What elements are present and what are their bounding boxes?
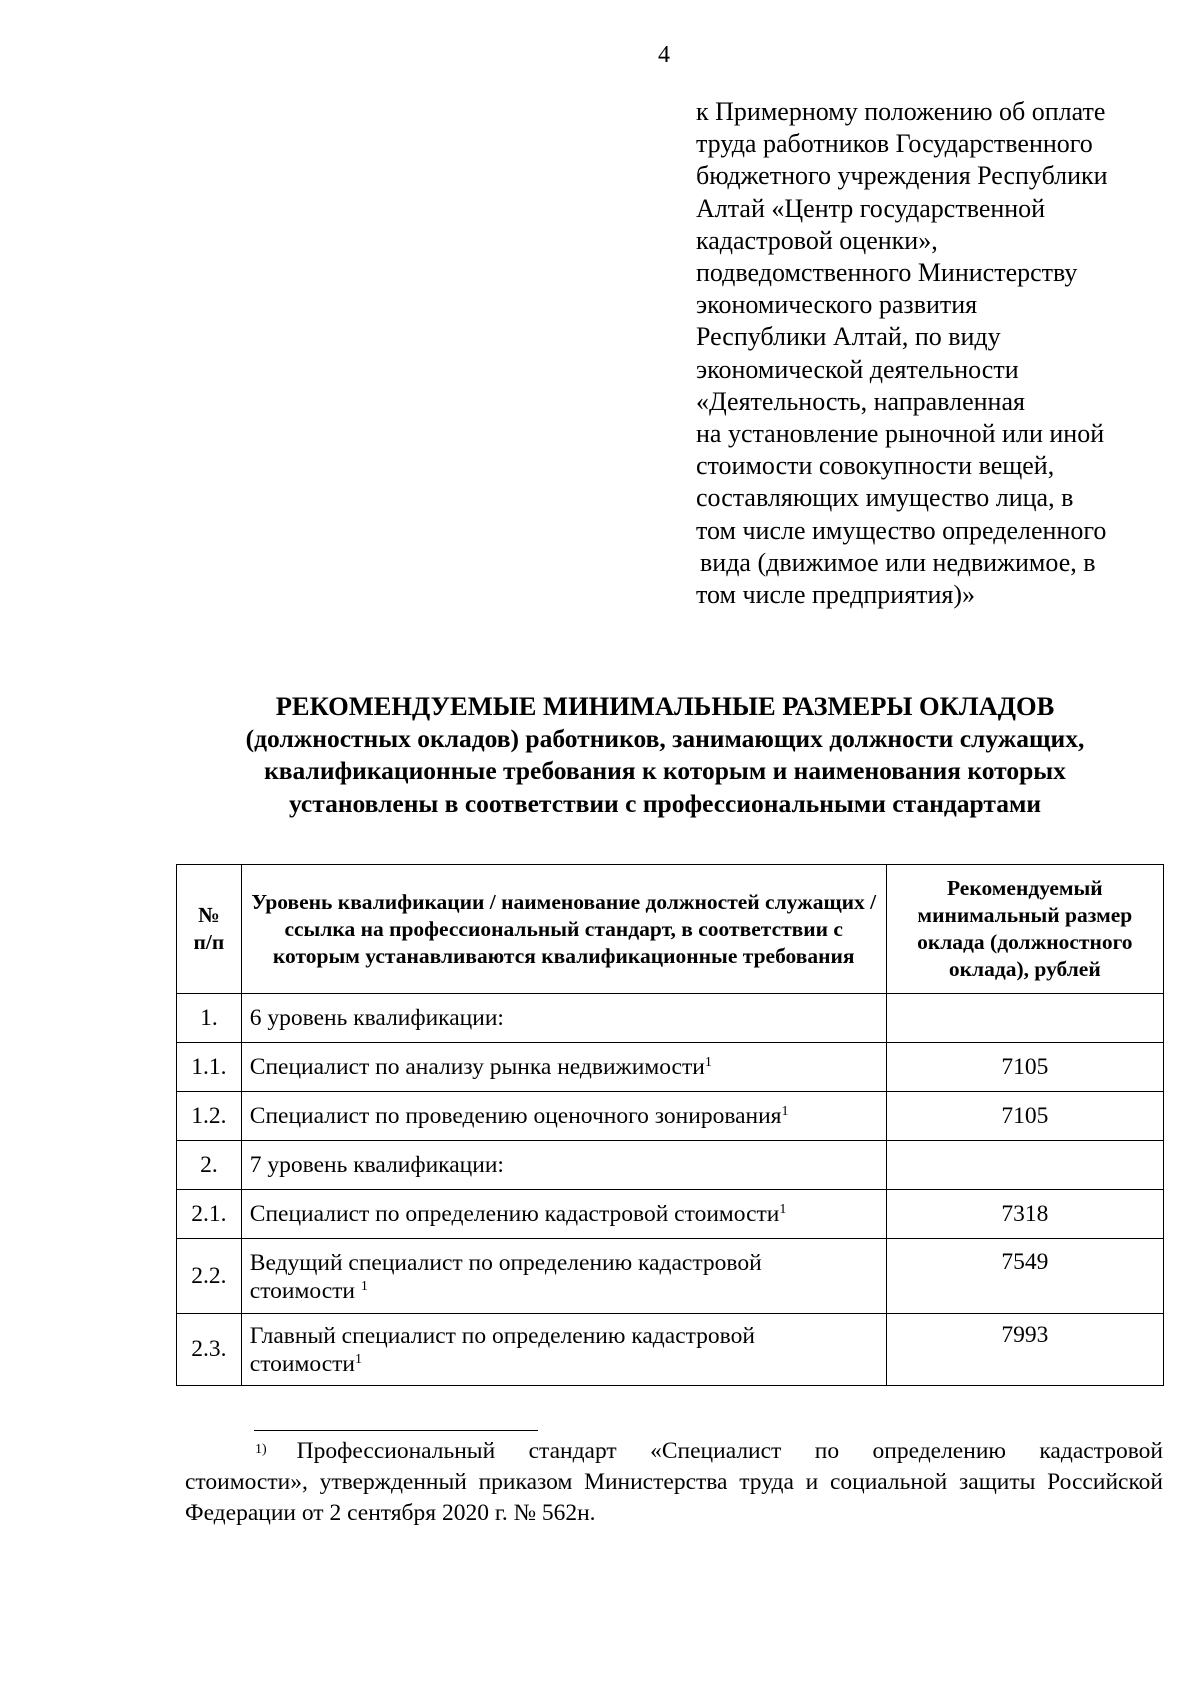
header-value-line: минимальный размер xyxy=(917,903,1133,927)
appendix-line: составляющих имущество лица, в xyxy=(696,483,1074,513)
row-name xyxy=(241,1043,886,1092)
appendix-line: труда работников Государственного xyxy=(696,129,1093,159)
row-name-text: стоимости xyxy=(249,1278,361,1304)
table-row xyxy=(177,994,1164,1043)
footnote-ref: 1 xyxy=(704,1055,712,1070)
header-value-line: оклада (должностного xyxy=(917,930,1133,954)
row-value: 7993 xyxy=(886,1314,1163,1386)
appendix-line: на установление рыночной или иной xyxy=(696,419,1105,449)
header-value xyxy=(886,865,1163,994)
table-row xyxy=(177,1043,1164,1092)
row-value xyxy=(886,994,1163,1043)
footnote xyxy=(185,1436,1163,1529)
appendix-reference xyxy=(696,96,1176,611)
footnote-ref: 1 xyxy=(779,1202,787,1217)
title-line: квалификационные требования к которым и наименования которых xyxy=(264,756,1066,785)
row-name-text: стоимости xyxy=(249,1350,355,1377)
table-row xyxy=(177,1190,1164,1239)
header-value-line: Рекомендуемый xyxy=(946,876,1103,900)
row-num: 1. xyxy=(177,994,242,1043)
appendix-line: том числе имущество определенного xyxy=(696,515,1107,545)
row-value: 7318 xyxy=(886,1190,1163,1239)
appendix-line: бюджетного учреждения Республики xyxy=(696,161,1108,191)
title-line: установлены в соответствии с профессиональными стандартами xyxy=(288,788,1042,818)
appendix-line: к Примерному положению об оплате xyxy=(696,97,1106,126)
row-name-text: Специалист по проведению оценочного зонирования xyxy=(249,1103,782,1129)
footnote-text: Профессиональный стандарт «Специалист по определению кадастровой xyxy=(296,1438,1163,1464)
footnote-line xyxy=(185,1436,1163,1467)
row-name-text: Специалист по анализу рынка недвижимости xyxy=(249,1054,705,1080)
row-num: 2.1. xyxy=(177,1190,242,1239)
row-value xyxy=(886,1141,1163,1190)
row-name xyxy=(241,994,886,1043)
footnote-ref: 1 xyxy=(360,1279,368,1294)
appendix-line: Республики Алтай, по виду xyxy=(696,322,1001,352)
appendix-line: том числе предприятия)» xyxy=(696,580,976,610)
appendix-line: «Деятельность, направленная xyxy=(696,386,1025,416)
row-num: 1.2. xyxy=(177,1092,242,1141)
table-row xyxy=(177,1314,1164,1386)
row-num: 1.1. xyxy=(177,1043,242,1092)
row-name-text: 7 уровень квалификации: xyxy=(249,1152,504,1178)
footnote-mark: 1) xyxy=(255,1442,267,1457)
row-value: 7549 xyxy=(886,1239,1163,1314)
appendix-line: Алтай «Центр государственной xyxy=(696,193,1046,223)
header-num-line: п/п xyxy=(193,930,225,954)
appendix-line: подведомственного Министерству xyxy=(696,258,1078,288)
header-name: Уровень квалификации / наименование должностей служащих / ссылка на профессиональный стандарт, в соответствии с которым устанавливаются квалификационные требования xyxy=(241,865,886,994)
table-row xyxy=(177,1092,1164,1141)
header-value-line: оклада), рублей xyxy=(948,957,1101,981)
appendix-line: экономической деятельности xyxy=(696,354,1019,384)
table-row xyxy=(177,1239,1164,1314)
row-num: 2.3. xyxy=(177,1314,242,1386)
row-name xyxy=(241,1314,886,1386)
appendix-line: кадастровой оценки», xyxy=(696,225,938,255)
title-main: РЕКОМЕНДУЕМЫЕ МИНИМАЛЬНЫЕ РАЗМЕРЫ ОКЛАДОВ xyxy=(275,691,1055,721)
row-name-text: Ведущий специалист по определению кадастровой xyxy=(249,1250,762,1276)
footnote-ref: 1 xyxy=(355,1351,362,1367)
row-name xyxy=(241,1190,886,1239)
appendix-line: стоимости совокупности вещей, xyxy=(696,451,1055,481)
row-num: 2. xyxy=(177,1141,242,1190)
row-name xyxy=(241,1141,886,1190)
row-name-text: Специалист по определению кадастровой стоимости xyxy=(249,1201,780,1227)
table-row xyxy=(177,1141,1164,1190)
row-value: 7105 xyxy=(886,1043,1163,1092)
table-header-row xyxy=(177,865,1164,994)
salary-table xyxy=(176,864,1164,1386)
row-name-text: 6 уровень квалификации: xyxy=(249,1005,504,1031)
document-title xyxy=(150,690,1180,820)
header-num xyxy=(177,865,242,994)
title-line: (должностных окладов) работников, занимающих должности служащих, xyxy=(245,723,1085,753)
row-num: 2.2. xyxy=(177,1239,242,1314)
header-num-line: № xyxy=(198,903,220,927)
row-name-text: Главный специалист по определению кадастровой xyxy=(249,1322,755,1349)
page-number: 4 xyxy=(658,42,670,68)
footnote-divider xyxy=(254,1430,538,1431)
row-name xyxy=(241,1092,886,1141)
appendix-line: экономического развития xyxy=(696,290,978,320)
appendix-line: вида (движимое или недвижимое, в xyxy=(700,547,1096,577)
footnote-text: стоимости», утвержденный приказом Министерства труда и социальной защиты Российской Федерации от 2 сентября 2020 г. № 562н. xyxy=(185,1469,1163,1526)
footnote-ref: 1 xyxy=(781,1104,789,1119)
row-name xyxy=(241,1239,886,1314)
row-value: 7105 xyxy=(886,1092,1163,1141)
